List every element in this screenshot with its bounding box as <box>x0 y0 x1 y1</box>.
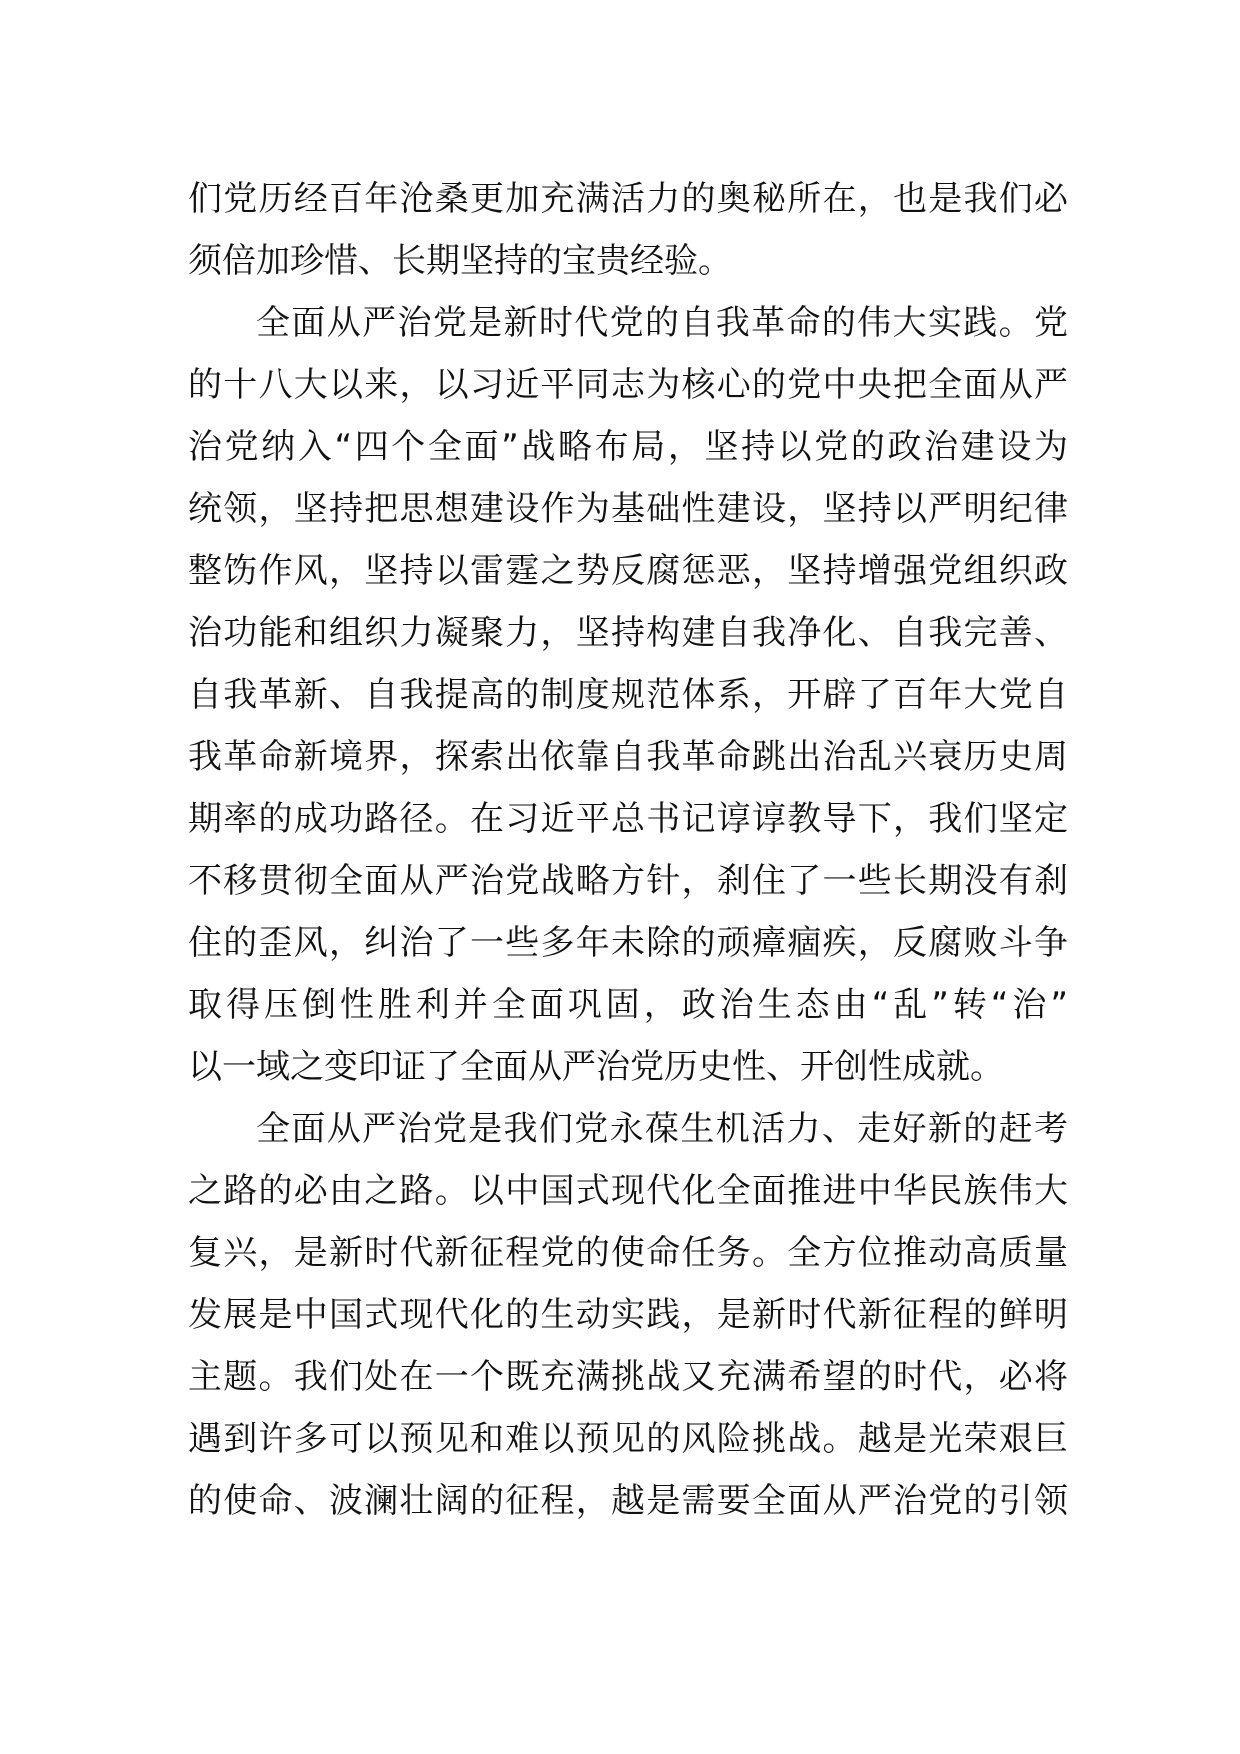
text-line: 期率的成功路径。在习近平总书记谆谆教导下，我们坚定 <box>188 799 1068 839</box>
text-line: 取得压倒性胜利并全面巩固，政治生态由“乱”转“治” <box>188 985 1068 1025</box>
paragraph-start-line: 全面从严治党是新时代党的自我革命的伟大实践。党 <box>256 303 1068 343</box>
text-line: 的十八大以来，以习近平同志为核心的党中央把全面从严 <box>188 365 1068 405</box>
text-line: 治党纳入“四个全面”战略布局，坚持以党的政治建设为 <box>188 427 1068 467</box>
text-line: 住的歪风，纠治了一些多年未除的顽瘴痼疾，反腐败斗争 <box>188 923 1068 963</box>
text-line: 不移贯彻全面从严治党战略方针，刹住了一些长期没有刹 <box>188 861 1068 901</box>
text-line: 主题。我们处在一个既充满挑战又充满希望的时代，必将 <box>188 1357 1068 1397</box>
text-line: 们党历经百年沧桑更加充满活力的奥秘所在，也是我们必 <box>188 179 1068 219</box>
body-text <box>188 168 1068 1532</box>
text-line: 复兴，是新时代新征程党的使命任务。全方位推动高质量 <box>188 1233 1068 1273</box>
text-line: 遇到许多可以预见和难以预见的风险挑战。越是光荣艰巨 <box>188 1419 1068 1459</box>
text-line: 自我革新、自我提高的制度规范体系，开辟了百年大党自 <box>188 675 1068 715</box>
text-line: 的使命、波澜壮阔的征程，越是需要全面从严治党的引领 <box>188 1481 1068 1521</box>
text-line: 统领，坚持把思想建设作为基础性建设，坚持以严明纪律 <box>188 489 1068 529</box>
paragraph-start-line: 全面从严治党是我们党永葆生机活力、走好新的赶考 <box>256 1109 1068 1149</box>
text-line: 以一域之变印证了全面从严治党历史性、开创性成就。 <box>188 1047 1004 1087</box>
text-line: 治功能和组织力凝聚力，坚持构建自我净化、自我完善、 <box>188 613 1068 653</box>
text-line: 发展是中国式现代化的生动实践，是新时代新征程的鲜明 <box>188 1295 1068 1335</box>
text-line: 我革命新境界，探索出依靠自我革命跳出治乱兴衰历史周 <box>188 737 1068 777</box>
text-line: 须倍加珍惜、长期坚持的宝贵经验。 <box>188 241 732 281</box>
text-line: 之路的必由之路。以中国式现代化全面推进中华民族伟大 <box>188 1171 1068 1211</box>
text-line: 整饬作风，坚持以雷霆之势反腐惩恶，坚持增强党组织政 <box>188 551 1068 591</box>
